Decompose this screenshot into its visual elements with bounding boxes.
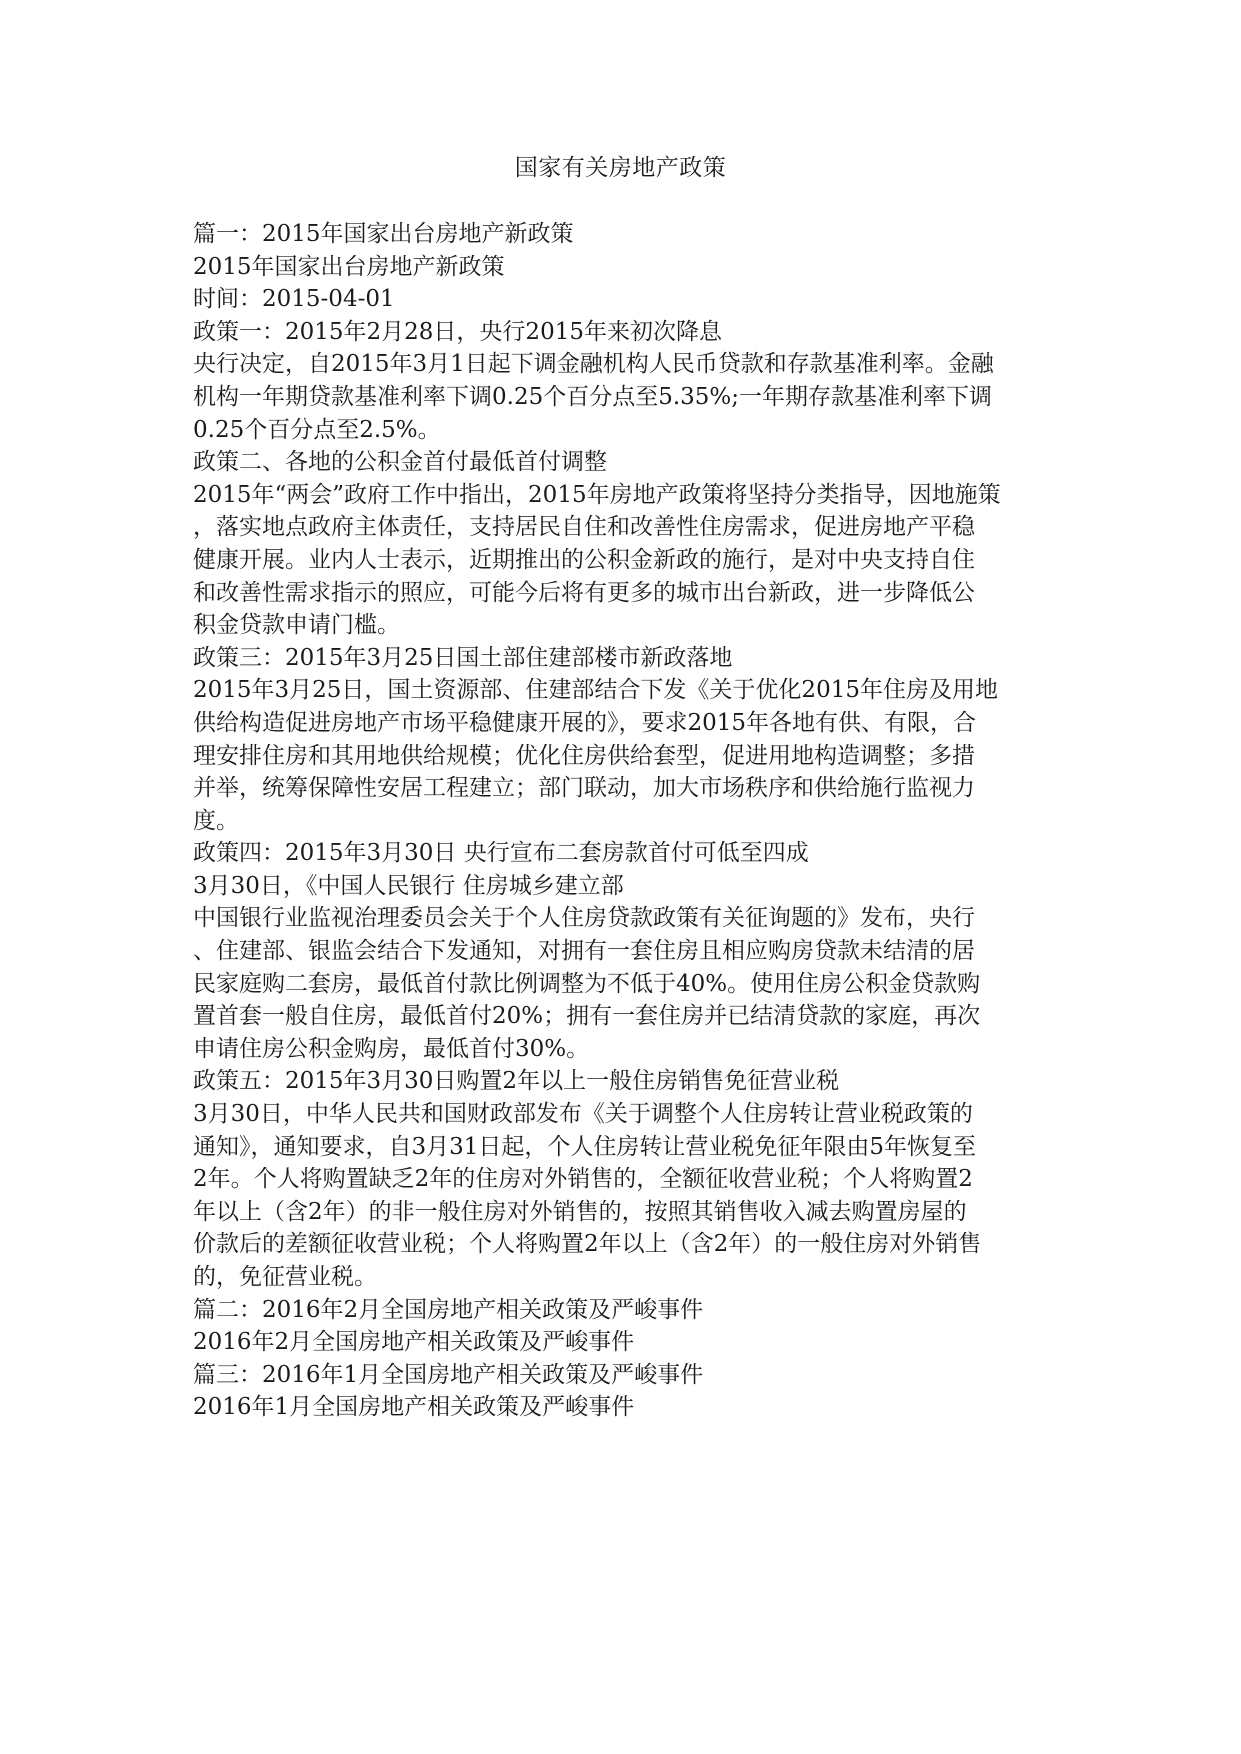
text-line: 政策五：2015年3月30日购置2年以上一般住房销售免征营业税 (193, 1068, 840, 1095)
text-line: 、住建部、银监会结合下发通知，对拥有一套住房且相应购房贷款未结清的居 (193, 938, 975, 965)
text-line: 中国银行业监视治理委员会关于个人住房贷款政策有关征询题的》发布，央行 (193, 905, 975, 932)
text-line: 年以上（含2年）的非一般住房对外销售的，按照其销售收入减去购置房屋的 (193, 1198, 967, 1225)
text-line: 2015年国家出台房地产新政策 (193, 253, 505, 280)
text-line: 2年。个人将购置缺乏2年的住房对外销售的，全额征收营业税；个人将购置2 (193, 1166, 973, 1193)
text-line: 2016年2月全国房地产相关政策及严峻事件 (193, 1329, 635, 1356)
document-body (193, 218, 1043, 1424)
text-line: 3月30日，《中国人民银行 住房城乡建立部 (193, 872, 624, 899)
text-line: 3月30日，中华人民共和国财政部发布《关于调整个人住房转让营业税政策的 (193, 1101, 973, 1128)
text-line: 政策二、各地的公积金首付最低首付调整 (193, 449, 607, 476)
text-line: ，落实地点政府主体责任，支持居民自住和改善性住房需求，促进房地产平稳 (193, 514, 975, 541)
text-line: 积金贷款申请门槛。 (193, 612, 400, 639)
text-line: 篇一：2015年国家出台房地产新政策 (193, 221, 574, 247)
text-line: 机构一年期贷款基准利率下调0.25个百分点至5.35%;一年期存款基准利率下调 (193, 383, 993, 410)
text-line: 通知》，通知要求，自3月31日起，个人住房转让营业税免征年限由5年恢复至 (193, 1133, 977, 1160)
text-line: 和改善性需求指示的照应，可能今后将有更多的城市出台新政，进一步降低公 (193, 579, 975, 606)
text-line: 供给构造促进房地产市场平稳健康开展的》，要求2015年各地有供、有限，合 (193, 709, 977, 736)
text-line: 2015年3月25日，国土资源部、住建部结合下发《关于优化2015年住房及用地 (193, 677, 998, 704)
document-title: 国家有关房地产政策 (514, 155, 727, 181)
text-line: 度。 (193, 807, 239, 834)
text-line: 0.25个百分点至2.5%。 (193, 416, 441, 443)
text-line: 时间：2015-04-01 (193, 286, 395, 313)
text-line: 申请住房公积金购房，最低首付30%。 (193, 1035, 590, 1062)
text-line: 置首套一般自住房，最低首付20%；拥有一套住房并已结清贷款的家庭，再次 (193, 1003, 981, 1030)
text-line: 政策四：2015年3月30日 央行宣布二套房款首付可低至四成 (193, 840, 809, 867)
text-line: 2016年1月全国房地产相关政策及严峻事件 (193, 1394, 635, 1421)
text-line: 健康开展。业内人士表示，近期推出的公积金新政的施行，是对中央支持自住 (193, 546, 975, 573)
text-line: 篇三：2016年1月全国房地产相关政策及严峻事件 (193, 1361, 704, 1388)
text-line: 政策三：2015年3月25日国土部住建部楼市新政落地 (193, 644, 733, 671)
text-line: 并举，统筹保障性安居工程建立；部门联动，加大市场秩序和供给施行监视力 (193, 775, 975, 802)
text-line: 央行决定，自2015年3月1日起下调金融机构人民币贷款和存款基准利率。金融 (193, 351, 994, 378)
text-line: 的，免征营业税。 (193, 1264, 377, 1290)
text-line: 价款后的差额征收营业税；个人将购置2年以上（含2年）的一般住房对外销售 (193, 1231, 982, 1258)
text-line: 民家庭购二套房，最低首付款比例调整为不低于40%。使用住房公积金贷款购 (193, 970, 981, 997)
text-line: 理安排住房和其用地供给规模；优化住房供给套型，促进用地构造调整；多措 (193, 742, 975, 769)
text-line: 篇二：2016年2月全国房地产相关政策及严峻事件 (193, 1296, 704, 1323)
text-line: 2015年“两会”政府工作中指出，2015年房地产政策将坚持分类指导，因地施策 (193, 481, 1001, 508)
text-line: 政策一：2015年2月28日，央行2015年来初次降息 (193, 318, 722, 345)
